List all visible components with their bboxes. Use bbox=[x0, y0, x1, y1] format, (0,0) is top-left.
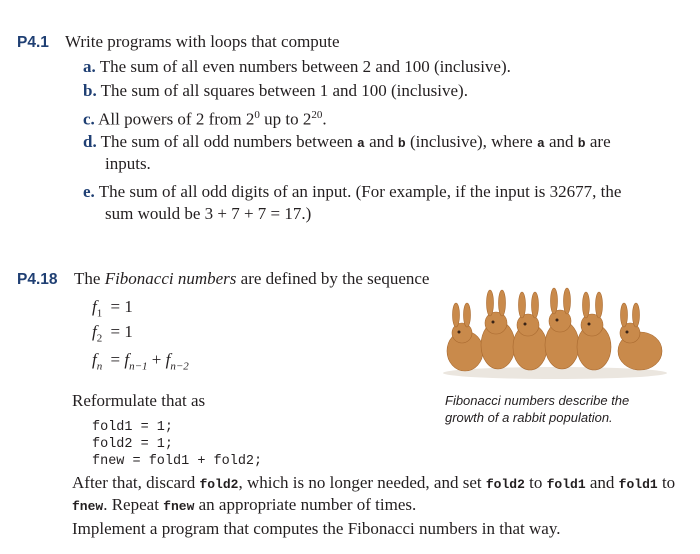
item-text-b: The sum of all squares between 1 and 100 (inclusive). bbox=[100, 81, 468, 100]
item-label-e: e. bbox=[83, 182, 95, 201]
after2-code: fnew bbox=[72, 499, 104, 514]
item-d-t4: and bbox=[544, 132, 578, 151]
after2-b: an appropriate number of times. bbox=[194, 495, 417, 514]
eq2-sub: 2 bbox=[96, 332, 103, 345]
item-d-t1: The sum of all odd numbers between bbox=[100, 132, 358, 151]
after2-code2: fnew bbox=[163, 499, 195, 514]
p418-intro-em: Fibonacci numbers bbox=[104, 269, 237, 288]
item-d-t5: are bbox=[585, 132, 611, 151]
after1-code1: fold2 bbox=[199, 477, 239, 492]
item-d-t3: (inclusive), where bbox=[405, 132, 537, 151]
reformulate-text: Reformulate that as bbox=[72, 391, 206, 410]
p418-intro bbox=[74, 268, 429, 290]
after1-b: , which is no longer needed, and set bbox=[238, 473, 486, 492]
item-label-d: d. bbox=[83, 132, 97, 151]
equation-f2 bbox=[92, 322, 133, 344]
item-e-line1: The sum of all odd digits of an input. (For example, if the input is 32677, the bbox=[98, 182, 622, 201]
after-text-line1 bbox=[72, 472, 675, 496]
eq2-rhs: = 1 bbox=[110, 322, 133, 341]
item-label-b: b. bbox=[83, 81, 97, 100]
problem-number-p41: P4.1 bbox=[17, 34, 49, 51]
after2-a: . Repeat bbox=[103, 495, 164, 514]
item-d-var-b: b bbox=[397, 136, 406, 151]
p41-item-d-line2: inputs. bbox=[105, 154, 151, 173]
after1-code2: fold2 bbox=[485, 477, 525, 492]
p41-item-e-line2: sum would be 3 + 7 + 7 = 17.) bbox=[105, 204, 312, 223]
eq3-sub1: n−1 bbox=[129, 360, 148, 373]
implement-text: Implement a program that computes the Fibonacci numbers in that way. bbox=[72, 519, 561, 538]
p41-item-a bbox=[83, 56, 511, 78]
eq2-f: f bbox=[92, 322, 97, 341]
after1-code4: fold1 bbox=[618, 477, 658, 492]
after1-c: to bbox=[524, 473, 547, 492]
item-d-var-a2: a bbox=[536, 136, 545, 151]
p41-item-c bbox=[83, 104, 327, 131]
eq3-f: f bbox=[92, 350, 97, 369]
p418-intro-pre: The bbox=[74, 269, 105, 288]
code-line-3: fnew = fold1 + fold2; bbox=[92, 454, 263, 469]
item-d-var-a: a bbox=[357, 136, 365, 151]
eq1-rhs: = 1 bbox=[110, 297, 133, 316]
eq3-f1: f bbox=[124, 350, 130, 369]
p418-intro-post: are defined by the sequence bbox=[236, 269, 430, 288]
eq3-plus: + bbox=[151, 350, 162, 369]
item-d-t2: and bbox=[364, 132, 398, 151]
eq1-f: f bbox=[92, 297, 97, 316]
p41-item-b bbox=[83, 80, 468, 102]
after1-d: and bbox=[585, 473, 619, 492]
after1-code3: fold1 bbox=[546, 477, 586, 492]
rabbit-population-image bbox=[440, 285, 670, 380]
equation-fn bbox=[92, 350, 189, 372]
after1-a: After that, discard bbox=[72, 473, 200, 492]
item-d-var-b2: b bbox=[577, 136, 586, 151]
item-text-c-mid: up to 2 bbox=[259, 109, 312, 129]
item-text-c-post: . bbox=[322, 109, 327, 129]
item-c-sup1: 0 bbox=[254, 109, 260, 121]
p41-intro: Write programs with loops that compute bbox=[65, 32, 340, 51]
item-c-sup2: 20 bbox=[311, 109, 323, 121]
p41-item-d bbox=[83, 131, 611, 155]
image-caption-line1: Fibonacci numbers describe the bbox=[445, 393, 630, 408]
eq3-sub2: n−2 bbox=[170, 360, 189, 373]
eq3-sub: n bbox=[96, 360, 103, 373]
item-label-c: c. bbox=[83, 109, 95, 129]
eq3-eq: = bbox=[110, 350, 121, 369]
item-label-a: a. bbox=[83, 57, 96, 76]
code-line-1: fold1 = 1; bbox=[92, 420, 174, 435]
item-text-c-pre: All powers of 2 from 2 bbox=[98, 109, 255, 129]
item-text-a: The sum of all even numbers between 2 and 100 (inclusive). bbox=[99, 57, 511, 76]
p41-item-e bbox=[83, 181, 621, 203]
after1-e: to bbox=[657, 473, 676, 492]
problem-number-p418: P4.18 bbox=[17, 271, 58, 288]
equation-f1 bbox=[92, 297, 133, 319]
eq3-f2: f bbox=[165, 350, 171, 369]
image-caption-line2: growth of a rabbit population. bbox=[445, 410, 613, 425]
after-text-line2 bbox=[72, 494, 416, 518]
eq1-sub: 1 bbox=[96, 307, 103, 320]
code-line-2: fold2 = 1; bbox=[92, 437, 174, 452]
